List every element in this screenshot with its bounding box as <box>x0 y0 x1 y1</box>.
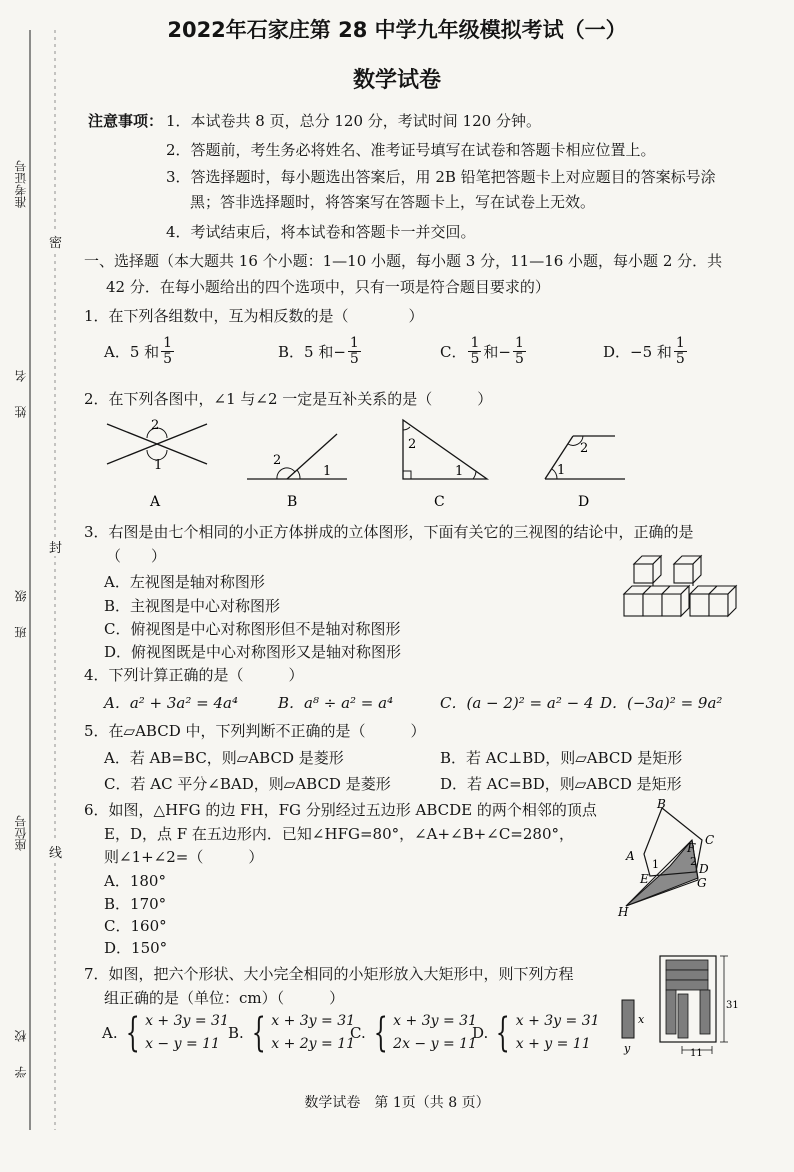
q6-angle-1: 1 <box>652 858 659 871</box>
q7-a-eq-2: x − y = 11 <box>145 1036 220 1052</box>
q5-option-c: C．若 AC 平分∠BAD，则▱ABCD 是菱形 <box>104 775 391 793</box>
q3-option-c: C．俯视图是中心对称图形但不是轴对称图形 <box>104 620 401 638</box>
q6-point-e: E <box>640 872 649 886</box>
q4-option-d: D．(−3a)² = 9a² <box>600 694 723 712</box>
q3-option-d: D．俯视图既是中心对称图形又是轴对称图形 <box>104 643 402 661</box>
q2-label-d: D <box>578 494 590 510</box>
notice-item-3-cont: 黑；答非选择题时，将答案写在答题卡上，写在试卷上无效。 <box>190 193 596 211</box>
q2-label-a: A <box>150 494 161 510</box>
q1-d-fraction: $\frac{1}{5}$ <box>675 335 685 367</box>
q5-option-d: D．若 AC=BD，则▱ABCD 是矩形 <box>440 775 682 793</box>
seal-mark-mi: 密 <box>49 232 62 251</box>
q7-line-2: 组正确的是（单位：cm）（ ） <box>104 989 345 1007</box>
q2-label-b: B <box>287 494 298 510</box>
page-footer: 数学试卷 第 1页（共 8 页） <box>304 1095 490 1111</box>
q6-line-3: 则∠1+∠2=（ ） <box>104 848 264 866</box>
q7-b-label: B. <box>228 1024 244 1042</box>
q5-option-b: B．若 AC⊥BD，则▱ABCD 是矩形 <box>440 749 683 767</box>
q7-rectangle-figure <box>614 950 744 1060</box>
q7-d-eq-2: x + y = 11 <box>515 1036 591 1052</box>
q2-figure-c <box>403 420 487 510</box>
q2-c-angle-1: 1 <box>455 464 464 479</box>
q1-c-fraction-2: $\frac{1}{5}$ <box>514 335 524 367</box>
notice-item-1: 1．本试卷共 8 页，总分 120 分，考试时间 120 分钟。 <box>166 112 541 130</box>
q1-stem: 1．在下列各组数中，互为相反数的是（ ） <box>84 307 424 325</box>
q7-option-a: A. { x + 3y = 31 x − y = 11 <box>102 1010 229 1056</box>
q2-d-angle-2: 2 <box>580 441 589 456</box>
q1-a-fraction: $\frac{1}{5}$ <box>163 335 173 367</box>
q6-point-a: A <box>626 849 635 863</box>
exam-subtitle: 数学试卷 <box>352 68 441 93</box>
q5-stem: 5．在▱ABCD 中，下列判断不正确的是（ ） <box>84 722 426 740</box>
q3-paren: （ ） <box>106 547 167 565</box>
seal-mark-xian: 线 <box>49 842 62 861</box>
q2-stem: 2．在下列各图中，∠1 与∠2 一定是互补关系的是（ ） <box>84 390 493 408</box>
exam-title: 2022年石家庄第 28 中学九年级模拟考试（一） <box>167 18 627 42</box>
seat-label: 座位号 <box>14 815 28 851</box>
q3-option-b: B．主视图是中心对称图形 <box>104 597 281 615</box>
notice-item-2: 2．答题前，考生务必将姓名、准考证号填写在试卷和答题卡相应位置上。 <box>166 141 656 159</box>
q6-point-h: H <box>618 905 629 919</box>
q7-small-x: x <box>638 1013 645 1026</box>
notice-item-3: 3．答选择题时，每小题选出答案后，用 2B 铅笔把答题卡上对应题目的答案标号涂 <box>166 168 716 186</box>
q1-c-mid: 和− <box>483 342 511 361</box>
notice-label: 注意事项： <box>88 112 164 130</box>
q2-c-angle-2: 2 <box>408 437 417 452</box>
q7-option-c: C. { x + 3y = 31 2x − y = 11 <box>350 1010 477 1056</box>
q7-b-eq-1: x + 3y = 31 <box>271 1013 356 1029</box>
q6-angle-2: 2 <box>690 855 697 868</box>
q2-a-angle-1: 1 <box>154 458 163 473</box>
q1-option-c <box>440 336 528 366</box>
q4-option-a: A．a² + 3a² = 4a⁴ <box>104 694 238 712</box>
q7-c-eq-1: x + 3y = 31 <box>393 1013 477 1029</box>
notice-item-4: 4．考试结束后，将本试卷和答题卡一并交回。 <box>166 223 476 241</box>
section-heading: 一、选择题（本大题共 16 个小题：1—10 小题，每小题 3 分，11—16 小题，每小题 2 分．共 <box>84 252 723 270</box>
q1-b-fraction: $\frac{1}{5}$ <box>349 335 359 367</box>
q7-b-eq-2: x + 2y = 11 <box>271 1036 356 1052</box>
q6-point-b: B <box>657 798 666 811</box>
q1-a-text: A．5 和 <box>104 342 160 361</box>
q6-line-2: E，D，点 F 在五边形内．已知∠HFG=80°，∠A+∠B+∠C=280°， <box>104 825 574 843</box>
q6-point-d: D <box>699 862 709 876</box>
q3-option-a: A．左视图是轴对称图形 <box>104 573 265 591</box>
q1-option-a <box>104 336 176 366</box>
q1-d-text: D．−5 和 <box>603 342 672 361</box>
seal-mark-feng: 封 <box>49 537 62 556</box>
q7-option-b: B. { x + 3y = 31 x + 2y = 11 <box>228 1010 356 1056</box>
q2-figures <box>95 412 635 512</box>
q1-option-d <box>603 336 689 366</box>
q3-stem: 3．右图是由七个相同的小正方体拼成的立体图形，下面有关它的三视图的结论中，正确的是 <box>84 523 694 541</box>
q6-pentagon-figure <box>610 798 730 923</box>
exam-number-label: 准考证号 <box>14 160 28 208</box>
q2-d-angle-1: 1 <box>557 463 566 478</box>
q7-dim-11: 11 <box>690 1048 703 1059</box>
q2-b-angle-1: 1 <box>323 464 332 479</box>
class-label: 班 级 <box>14 590 28 638</box>
q2-figure-b <box>247 434 347 510</box>
q7-option-d: D. { x + 3y = 31 x + y = 11 <box>472 1010 600 1056</box>
q7-d-label: D. <box>472 1024 489 1042</box>
q7-small-y: y <box>624 1042 631 1055</box>
q4-stem: 4．下列计算正确的是（ ） <box>84 666 304 684</box>
q6-option-d: D．150° <box>104 939 168 957</box>
q7-line-1: 7．如图，把六个形状、大小完全相同的小矩形放入大矩形中，则下列方程 <box>84 965 574 983</box>
school-label: 学 校 <box>14 1030 28 1078</box>
q2-a-angle-2: 2 <box>151 418 160 433</box>
name-label: 姓 名 <box>14 370 28 418</box>
q7-c-eq-2: 2x − y = 11 <box>393 1036 477 1052</box>
q7-d-eq-1: x + 3y = 31 <box>515 1013 600 1029</box>
q6-option-c: C．160° <box>104 917 167 935</box>
q2-figure-a <box>107 418 207 510</box>
q4-option-c: C．(a − 2)² = a² − 4 <box>440 694 594 712</box>
q7-a-label: A. <box>102 1024 118 1042</box>
q6-point-c: C <box>705 833 715 847</box>
q1-option-b <box>278 336 363 366</box>
q2-label-c: C <box>434 494 445 510</box>
q2-figure-d <box>545 436 625 510</box>
q2-b-angle-2: 2 <box>273 453 282 468</box>
q7-a-eq-1: x + 3y = 31 <box>145 1013 229 1029</box>
q7-c-label: C. <box>350 1024 366 1042</box>
section-heading-cont: 42 分．在每小题给出的四个选项中，只有一项是符合题目要求的） <box>106 278 550 296</box>
q6-option-a: A．180° <box>104 872 166 890</box>
q1-c-fraction-1: $\frac{1}{5}$ <box>470 335 480 367</box>
q3-cube-figure <box>620 550 750 625</box>
q6-option-b: B．170° <box>104 895 167 913</box>
q1-c-text: C． <box>440 342 467 361</box>
binding-lines <box>0 0 70 1172</box>
q7-dim-31: 31 <box>726 1000 739 1011</box>
q6-point-f: F <box>687 841 696 855</box>
q6-point-g: G <box>697 876 707 890</box>
q4-option-b: B．a⁸ ÷ a² = a⁴ <box>278 694 394 712</box>
q6-line-1: 6．如图，△HFG 的边 FH，FG 分别经过五边形 ABCDE 的两个相邻的顶点 <box>84 801 597 819</box>
q1-b-text: B．5 和− <box>278 342 346 361</box>
q5-option-a: A．若 AB=BC，则▱ABCD 是菱形 <box>104 749 344 767</box>
